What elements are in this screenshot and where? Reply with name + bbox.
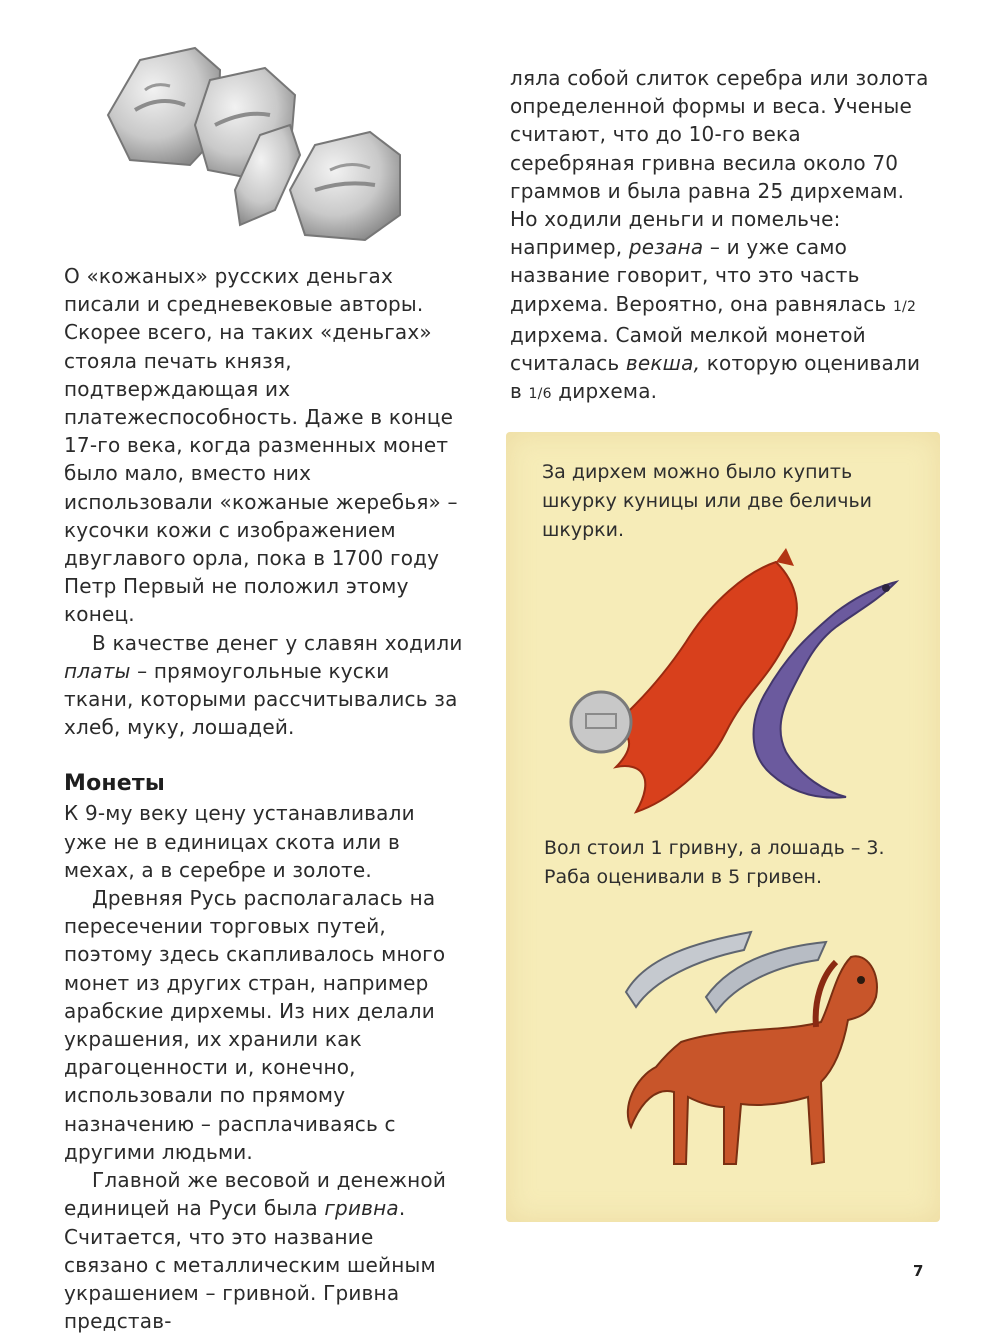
text: Главной же весовой и денежной единицей на Руси была [64,1168,447,1221]
note-dirham-price: За дирхем можно было купить шкурку куницы или две беличьи шкурки. [542,461,873,541]
text: ляла собой слиток серебра или золота определенной формы и веса. Ученые считают, что до 10-го века серебряная гривна весила около 70 граммов и была равна 25 дирхемам. Но ходили деньги и помельче: например, [510,66,929,260]
paragraph-grivna [64,1166,464,1335]
fraction-sixth: 1/6 [528,386,552,403]
note-ox-horse-prices: Вол стоил 1 гривну, а лошадь – 3. Раба оценивали в 5 гривен. [544,837,885,888]
text: . Считается, что это название связано с металлическим шейным украшением – гривной. Гривна представ- [64,1196,436,1334]
term-veksha: векша, [625,351,701,376]
text: В качестве денег у славян ходили [92,630,463,655]
coins-illustration [100,40,430,252]
text: – и уже само название говорит, что это часть дирхема. Вероятно, она равнялась [510,235,893,316]
paragraph-platy [64,629,464,742]
text: дирхема. Самой мелкой монетой считалась [510,322,866,376]
info-panel [506,432,940,1222]
term-grivna: гривна [324,1196,399,1221]
text: которую оценивали в [510,351,921,404]
text: дирхема. [551,379,658,404]
left-column [64,262,464,1335]
term-rezana: резана [628,235,704,260]
term-platy: платы [64,658,131,683]
silver-ingots-icon [626,932,826,1012]
coin-icon [571,692,631,752]
spacer [64,741,464,769]
paragraph-trade-routes: Древняя Русь располагалась на пересечении торговых путей, поэтому здесь скапливалось много монет из других стран, например арабские дирхемы. Из них делали украшения, их хранили как драгоценности и, конечно, использовали по прямому назначению – расплачиваясь с другими людьми. [64,886,446,1164]
paragraph-silver-gold: К 9-му веку цену устанавливали уже не в единицах скота или в мехах, а в серебре и золоте. [64,801,415,882]
right-column [510,64,930,408]
paragraph-grivna-continued [510,64,930,408]
fraction-half: 1/2 [892,298,917,315]
paragraph-leather-money: О «кожаных» русских деньгах писали и средневековые авторы. Скорее всего, на таких «деньгах» стояла печать князя, подтверждающая их платежеспособность. Даже в конце 17-го века, когда разменных монет было мало, вместо них использовали «кожаные жеребья» – кусочки кожи с изображением двуглавого орла, пока в 1700 году Петр Первый не положил этому конец. [64,264,458,627]
section-heading-coins: Монеты [64,771,165,797]
horse-illustration [586,902,896,1212]
text: – прямоугольные куски ткани, которыми рассчитывались за хлеб, муку, лошадей. [64,658,458,740]
furs-illustration [546,542,916,822]
page-number: 7 [913,1262,924,1280]
